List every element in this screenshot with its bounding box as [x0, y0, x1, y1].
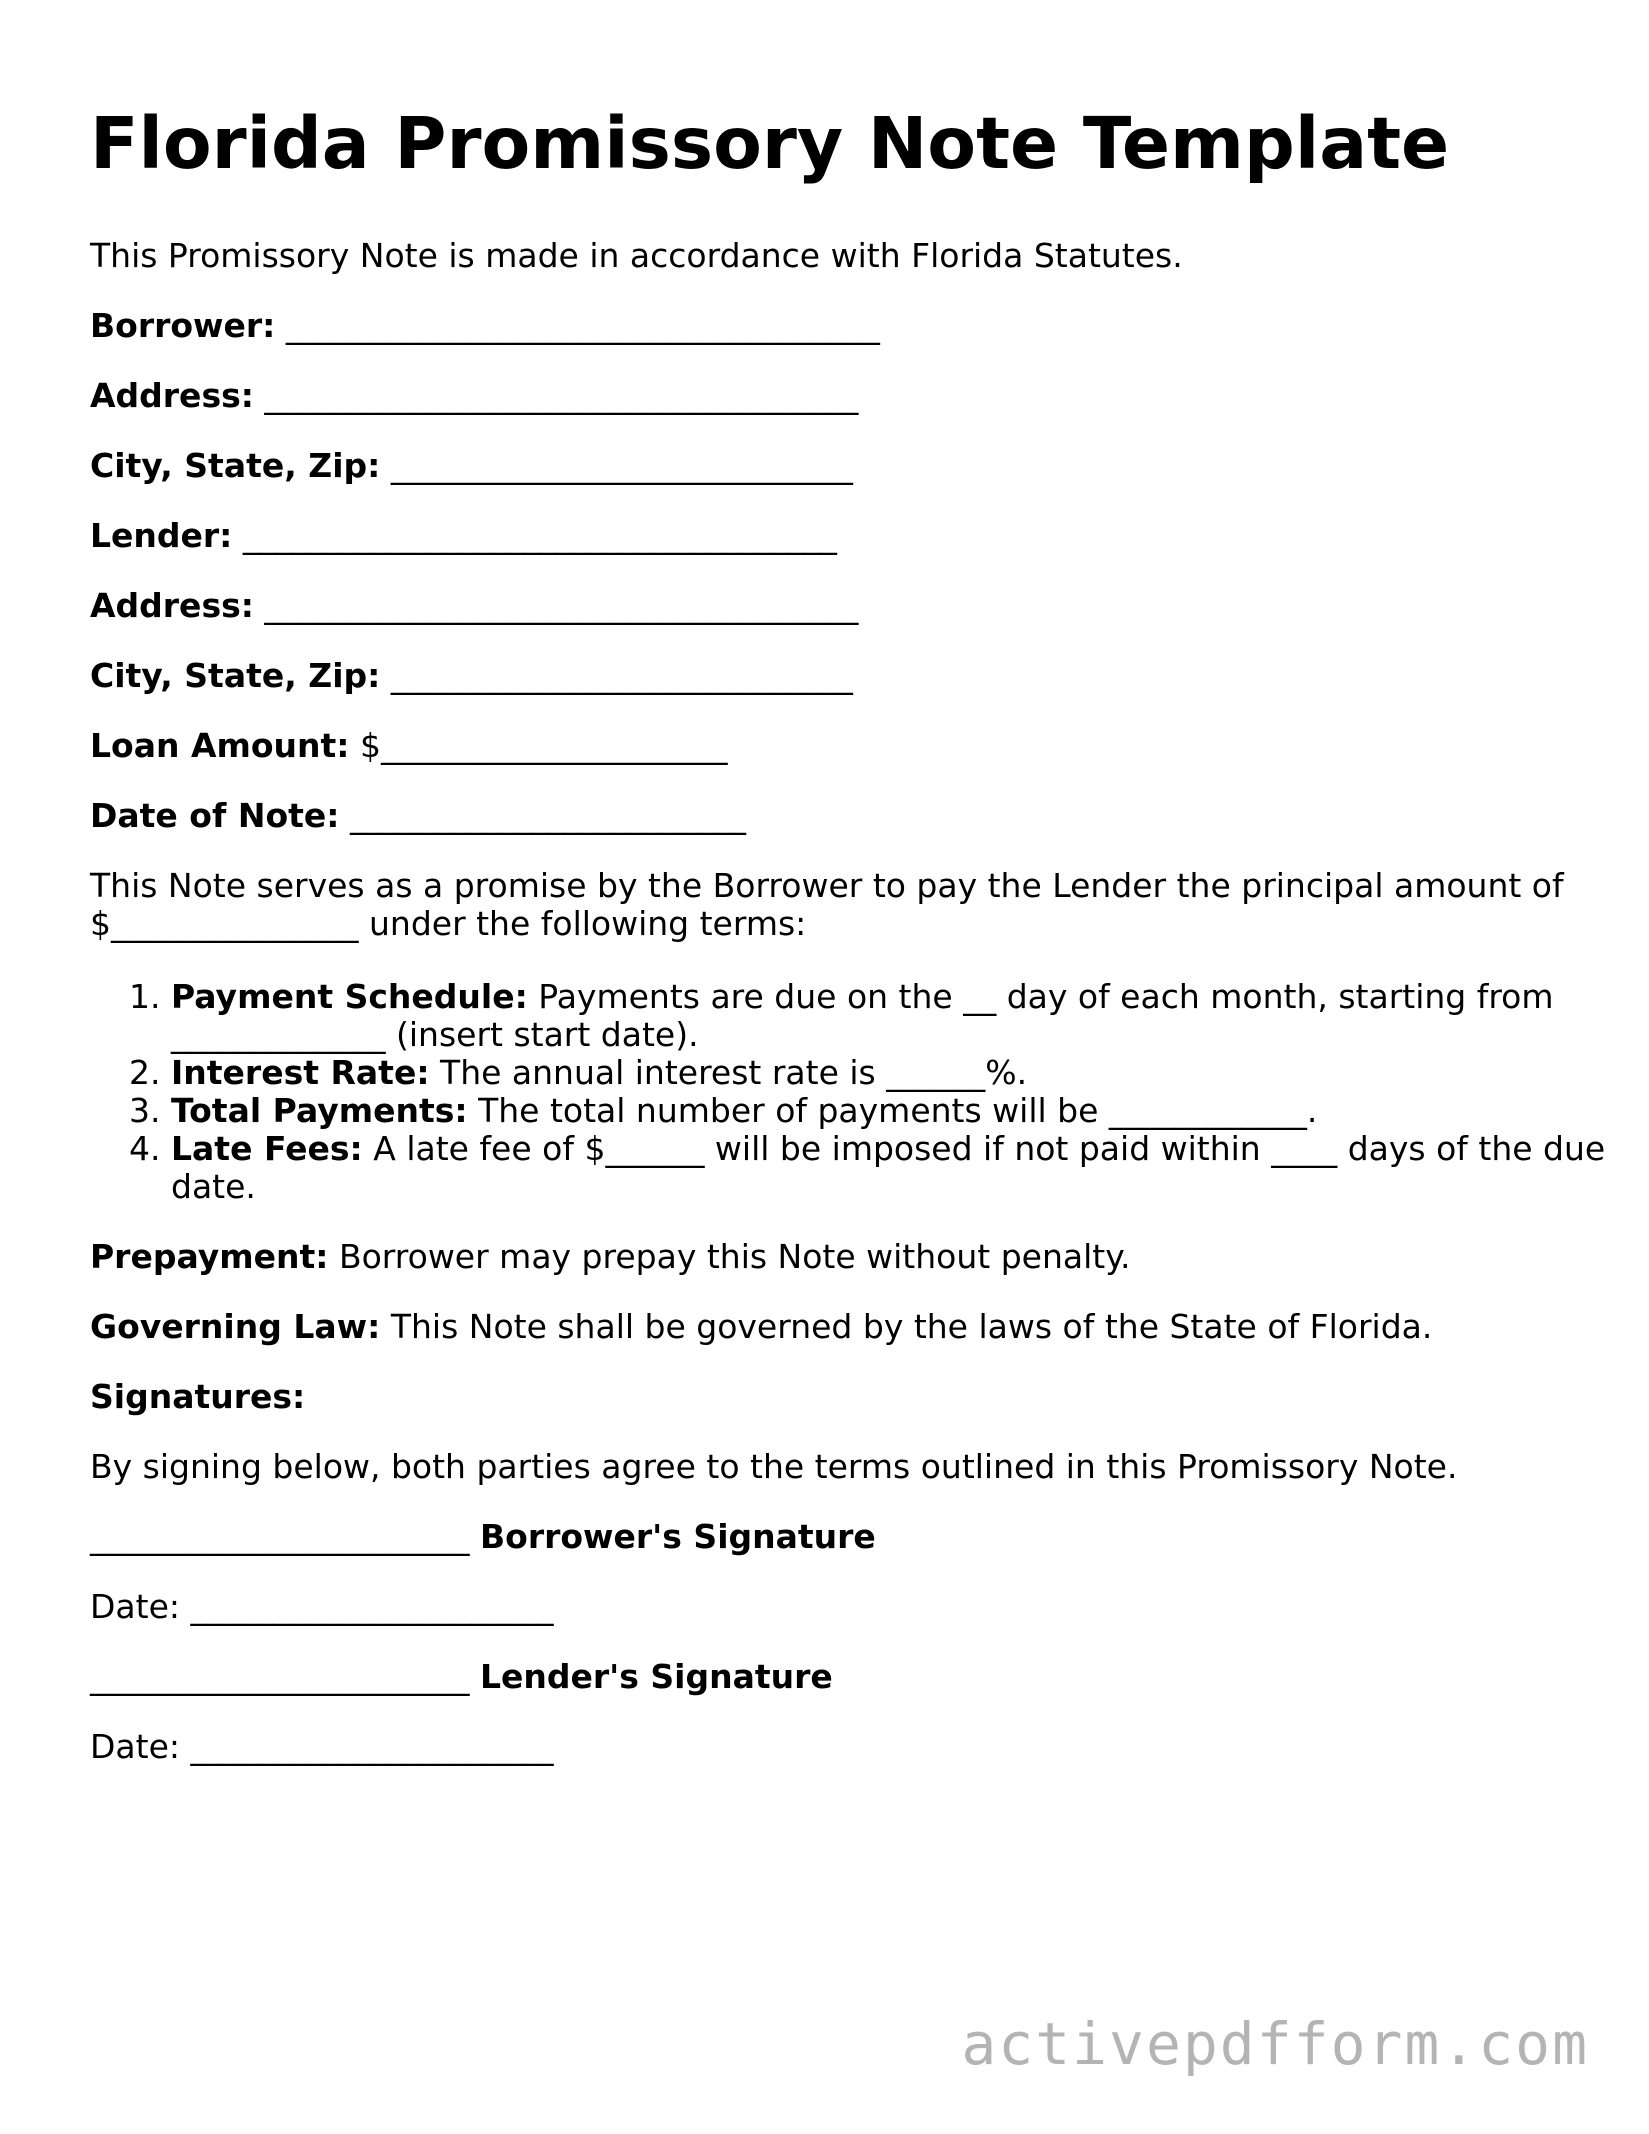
- field-loan-amount: [90, 727, 728, 765]
- lender-date-blank: ______________________: [190, 1727, 554, 1766]
- field-lender-address-label: Address:: [90, 586, 254, 625]
- field-date-of-note-blank: ________________________: [349, 796, 746, 835]
- field-lender: [90, 517, 837, 555]
- lender-signature-blank: _______________________: [90, 1657, 470, 1696]
- prepayment-clause: [90, 1238, 1131, 1276]
- borrower-signature-label: Borrower's Signature: [480, 1517, 876, 1556]
- page-title: Florida Promissory Note Template: [90, 102, 1450, 185]
- borrower-signature-blank: _______________________: [90, 1517, 470, 1556]
- term-payment-schedule-label: Payment Schedule:: [171, 977, 528, 1016]
- prepayment-label: Prepayment:: [90, 1237, 329, 1276]
- term-payment-schedule: [171, 978, 1631, 1054]
- intro-text: This Promissory Note is made in accordance with Florida Statutes.: [90, 236, 1183, 275]
- field-borrower-blank: ____________________________________: [285, 306, 880, 345]
- lender-signature-label: Lender's Signature: [480, 1657, 833, 1696]
- borrower-signature-line: [90, 1518, 876, 1556]
- term-total-payments-label: Total Payments:: [171, 1091, 468, 1130]
- borrower-date-label: Date:: [90, 1587, 180, 1626]
- term-interest-rate: [171, 1054, 1631, 1092]
- field-borrower-address: [90, 377, 858, 415]
- field-borrower-label: Borrower:: [90, 306, 276, 345]
- term-total-payments: [171, 1092, 1631, 1130]
- term-late-fees-label: Late Fees:: [171, 1129, 363, 1168]
- field-borrower-address-blank: ____________________________________: [264, 376, 859, 415]
- principal-text-line-2: $_______________ under the following terms:: [90, 904, 807, 943]
- signatures-heading-text: Signatures:: [90, 1377, 306, 1416]
- terms-list: [90, 978, 1631, 1206]
- field-lender-city-state-zip: [90, 657, 853, 695]
- field-lender-city-state-zip-label: City, State, Zip:: [90, 656, 381, 695]
- signatures-heading: [90, 1378, 305, 1416]
- field-lender-city-state-zip-blank: ____________________________: [390, 656, 853, 695]
- lender-date-label: Date:: [90, 1727, 180, 1766]
- lender-signature-line: [90, 1658, 833, 1696]
- field-borrower: [90, 307, 880, 345]
- signatures-intro: By signing below, both parties agree to the terms outlined in this Promissory Note.: [90, 1447, 1458, 1486]
- watermark: activepdfform.com: [961, 2010, 1589, 2078]
- field-date-of-note-label: Date of Note:: [90, 796, 340, 835]
- borrower-date-blank: ______________________: [190, 1587, 554, 1626]
- governing-law-text: This Note shall be governed by the laws of the State of Florida.: [390, 1307, 1433, 1346]
- term-late-fees-text: A late fee of $______ will be imposed if not paid within ____ days of the due date.: [171, 1129, 1606, 1206]
- field-date-of-note: [90, 797, 746, 835]
- term-interest-rate-text: The annual interest rate is ______%.: [440, 1053, 1028, 1092]
- lender-date-line: [90, 1728, 554, 1766]
- governing-law-clause: [90, 1308, 1432, 1346]
- field-lender-label: Lender:: [90, 516, 233, 555]
- field-lender-address: [90, 587, 858, 625]
- term-late-fees: [171, 1130, 1631, 1206]
- field-borrower-address-label: Address:: [90, 376, 254, 415]
- field-borrower-city-state-zip-blank: ____________________________: [390, 446, 853, 485]
- field-lender-blank: ____________________________________: [242, 516, 837, 555]
- field-loan-amount-blank: $_____________________: [360, 726, 728, 765]
- field-borrower-city-state-zip-label: City, State, Zip:: [90, 446, 381, 485]
- field-borrower-city-state-zip: [90, 447, 853, 485]
- prepayment-text: Borrower may prepay this Note without penalty.: [338, 1237, 1131, 1276]
- term-total-payments-text: The total number of payments will be ____________.: [478, 1091, 1318, 1130]
- term-payment-schedule-text: Payments are due on the __ day of each month, starting from _____________ (insert start date).: [171, 977, 1554, 1054]
- term-interest-rate-label: Interest Rate:: [171, 1053, 430, 1092]
- principal-text-line-1: This Note serves as a promise by the Borrower to pay the Lender the principal amount of: [90, 866, 1564, 905]
- governing-law-label: Governing Law:: [90, 1307, 381, 1346]
- field-lender-address-blank: ____________________________________: [264, 586, 859, 625]
- borrower-date-line: [90, 1588, 554, 1626]
- field-loan-amount-label: Loan Amount:: [90, 726, 350, 765]
